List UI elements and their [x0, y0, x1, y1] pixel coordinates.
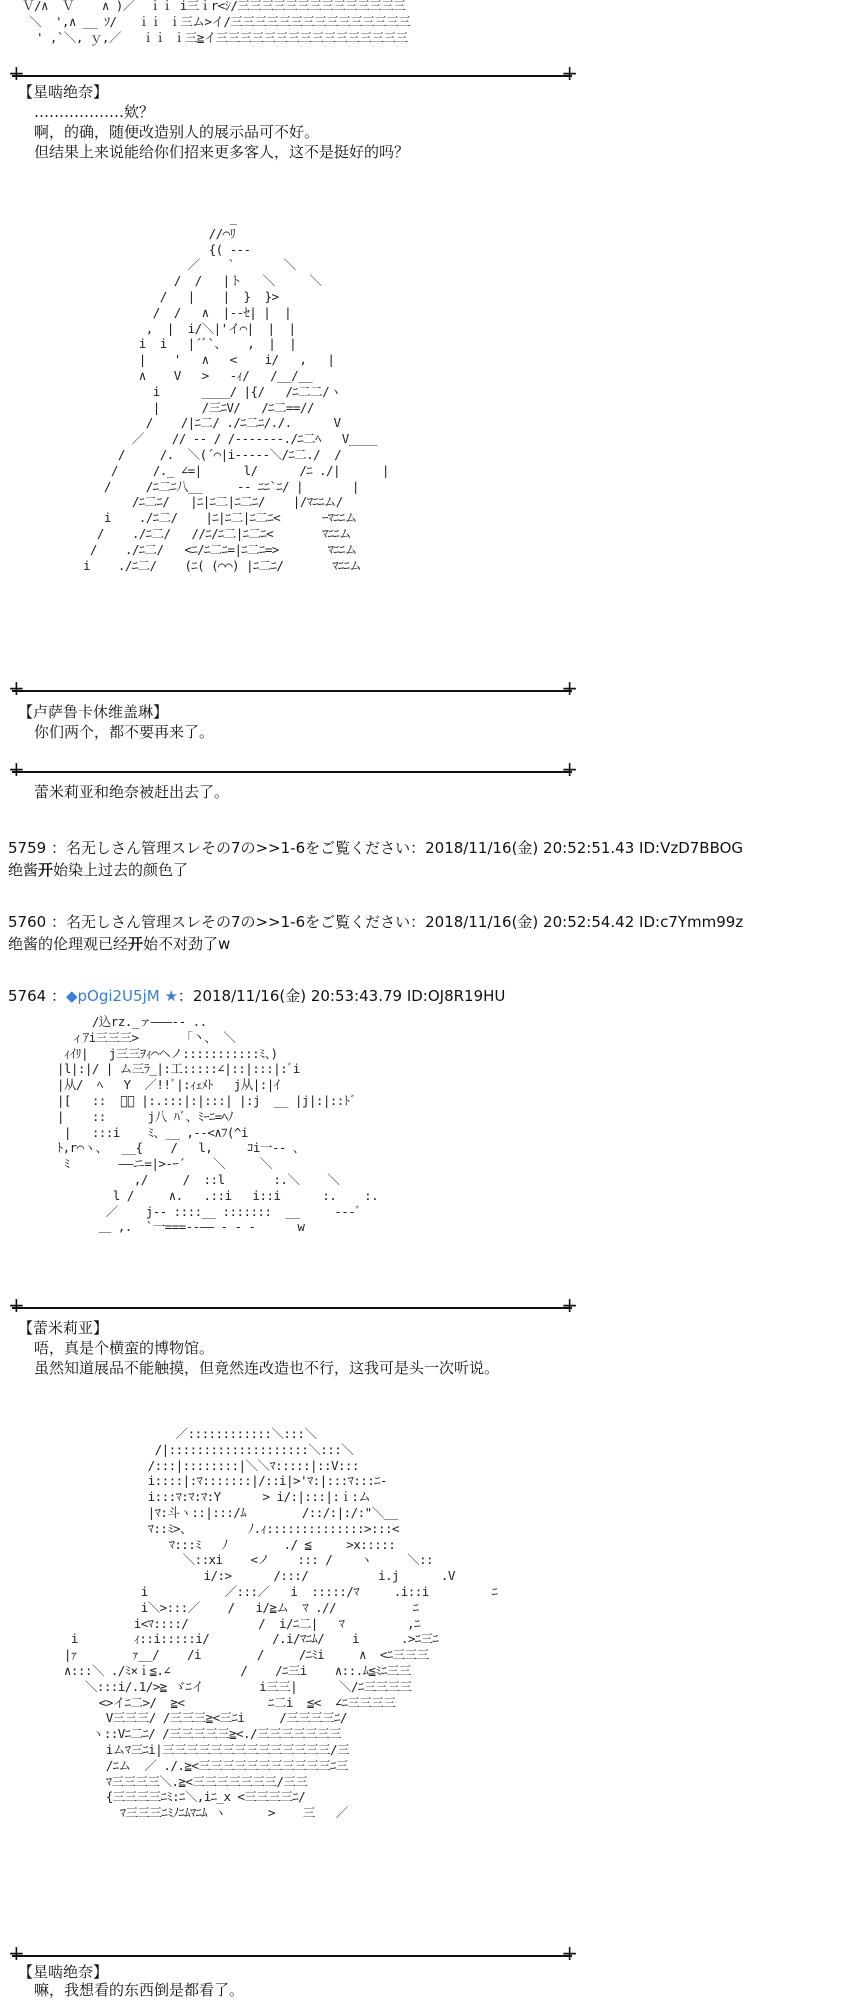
- dialogue-line: 唔，真是个横蛮的博物馆。: [34, 1339, 215, 1357]
- post-header-5759: 5759 ：名无しさん管理スレその7の>>1-6をご覧ください：2018/11/16(金) 20:52:51.43 ID:VzD7BBOG: [8, 839, 744, 857]
- speaker-name: 【卢萨鲁卡休维盖琳】: [18, 703, 169, 721]
- ascii-art-top: Ｖ/∧ Ｖ ∧ )／ ｉｉ i三ｉr<ｼ/三三三三三三三三三三三三三三 ＼ ',∧ __ ｿ/ ｉｉ ｉ三ム>イ/三三三三三三三三三三三三三三三 ' ,`＼, ｙ,／ ｉｉ ｉ三≧イ三三三三三三三三三三三三三三三三: [22, 0, 411, 45]
- speaker-name: 【蕾米莉亚】: [18, 1319, 109, 1337]
- post-body-5759: 绝酱开始染上过去的颜色了: [8, 861, 189, 879]
- dialogue-line: 啊，的确，随便改造别人的展示品可不好。: [34, 123, 320, 141]
- ascii-art-figure-2: /込rz._ァ―――-- .. ィｱi三三三> 「丶、 ＼ ｨｲﾘ| j三三ｦｨ⌒ヘノ:::::::::::ﾐ、) |l|:|/ | ム三ﾗ_|:工:::::∠|::|:::|:ﾞi |从/ ﾍ Y ／!!ﾞ|:ｨｪﾒﾄ j从|:|ｲ |[ :: ﾞ、 |:.:::|:|:::| |:j __ |j|:|::ﾄﾞ | :: j八 ﾊﾞ、ﾐｰﾆ=ﾍﾉ | :::i ﾐ、__ ,--<∧ﾌ(^i ﾄ,r⌒ヽ、 __{ / l, ｺi一-- 、 ﾐ ——ニ=|>-ｰ´ ＼ ＼ ,/ / ::l :.＼ ＼ l / ∧. .::i i::i :. :. ／ j-- ::::__ ::::::: __ --‐ﾞ ＿ ,. `一===-‐―― ‐ ‐ ‐ w: [56, 1014, 379, 1235]
- post-body-5760: 绝酱的伦理观已经开始不对劲了w: [8, 935, 231, 953]
- dialogue-line: 但结果上来说能给你们招来更多客人，这不是挺好的吗？: [34, 143, 410, 161]
- tripcode: ◆pOgi2U5jM ★: [65, 987, 178, 1005]
- speaker-name: 【星啮绝奈】: [18, 83, 109, 101]
- dialogue-line: 你们两个，都不要再来了。: [34, 723, 215, 741]
- dialogue-line: 嘛，我想看的东西倒是都看了。: [34, 1981, 245, 1999]
- speaker-name: 【星啮绝奈】: [18, 1963, 109, 1981]
- separator-5: + +: [8, 1941, 578, 1965]
- post-header-5760: 5760 ：名无しさん管理スレその7の>>1-6をご覧ください：2018/11/16(金) 20:52:54.42 ID:c7Ymm99z: [8, 913, 744, 931]
- separator-3: + +: [8, 757, 578, 781]
- dialogue-line: ………………欸？: [34, 103, 155, 121]
- ascii-art-figure-1: _ //⌒ﾘ {( --- ／ ` ＼ / / |ト ＼ ＼ / | | } }> / / ∧ |--ｾ| | | , | i/＼|'イ⌒| | | i i |´ﾞ`、 , | | | ' ∧ < i/ , | ∧ V > -ｨ/ /__/__ i ____/ |{/ /ﾆ二二/ヽ | /三ﾆV/ /ﾆ二==// / /|ﾆ二/ ./ﾆ二ﾆ/./. V ／ // -- / /-------./ﾆ二ﾍ V____ / /. ＼(´⌒|i-----＼/ﾆ二./ / / /._ ∠=| l/ /ﾆ ./| | / /ﾆ二ﾆ八__ -- ﾆﾆ`ﾆ/ | | /ﾆ二ﾆ/ |ﾆ|ﾆ二|ﾆ二ﾆ/ |/ﾏﾆﾆム/ i ./ﾆ二/ |ﾆ|ﾆ二|ﾆ二ﾆ< ｰﾏﾆﾆム / ./ﾆ二/ //ﾆ/ﾆ二|ﾆ二ﾆ< ﾏﾆﾆム / ./ﾆ二/ <ﾆ/ﾆ二ﾆ=|ﾆ二ﾆ=> ﾏﾆﾆム i ./ﾆ二/ (ﾆ( (⌒⌒) |ﾆ二ﾆ/ ﾏﾆﾆム: [82, 210, 389, 573]
- separator-2: + +: [8, 676, 578, 700]
- narration-line: 蕾米莉亚和绝奈被赶出去了。: [34, 783, 230, 801]
- separator-4: + +: [8, 1293, 578, 1317]
- ascii-art-figure-3: ／::::::::::::＼:::＼ /|::::::::::::::::::::＼:::＼ /:::|::::::::|＼＼ﾏ:::::|::V::: i::::|:ﾏ:::::::|/::i|>'ﾏ:|:::ﾏ:::ﾆ- i:::ﾏ:ﾏ:ﾏ:Y > i/:|:::|:ｉ:ム |ﾏ:斗ヽ::|:::/ﾑ /::/:|:/:"＼__ ﾏ::ﾐ>、 ﾉ.ｨ::::::::::::::>:::< ﾏ:::ﾐ ﾉ ./ ≦ >x::::: ＼::xi <ノ ::: / ヽ ＼:: i/:> /:::/ i.j .V i ／:::／ i :::::/ﾏ .i::i ﾆ i＼>:::／ / i/≧ム ﾏ .// ﾆ i<ﾏ::::/ / i/ﾆ二| ﾏ ,ﾆ i ｨ::i:::::i/ /.i/ﾏﾆﾑ/ i .>ﾆ三ﾆ |ｧ ｧ__/ /i / /ﾆﾐi ∧ <ﾆ三三三 ∧:::＼ ./ﾐ×ｉ≦.∠ / /ﾆ三i ∧::.ﾑ≦ﾐﾆ三三 ＼:::i/.1/>≧ ゞﾆイ i三三| ＼/ﾆ三三三三 <>イﾆ二>/ ≧< ﾆ二i ≦< ∠ﾆ三三三三 V三三三/ /三三三≧<三ﾆi /三三三三ﾆ/ ヽ::Vﾆ二ﾆ/ /三三三三三≧<./三三三三三三三 iムﾏ三ﾆi|三三三三三三三三三三三三三三/三 /ﾆム ／ ./.≧<三三三三三三三三三三三ﾆ三 ﾏ三三三三＼.≧<三三三三三三三/三三 {三三三三ﾆﾐ:ﾆ＼,iﾆ_x <三三三三ﾆ/ ﾏ三三三ﾆﾐﾉﾆﾑﾏﾆﾑ ヽ > 三 ／: [63, 1426, 498, 1821]
- post-header-5764: 5764 ：◆pOgi2U5jM ★：2018/11/16(金) 20:53:43.79 ID:OJ8R19HU: [8, 987, 506, 1005]
- dialogue-line: 虽然知道展品不能触摸，但竟然连改造也不行，这我可是头一次听说。: [34, 1359, 500, 1377]
- separator-1: + +: [8, 61, 578, 85]
